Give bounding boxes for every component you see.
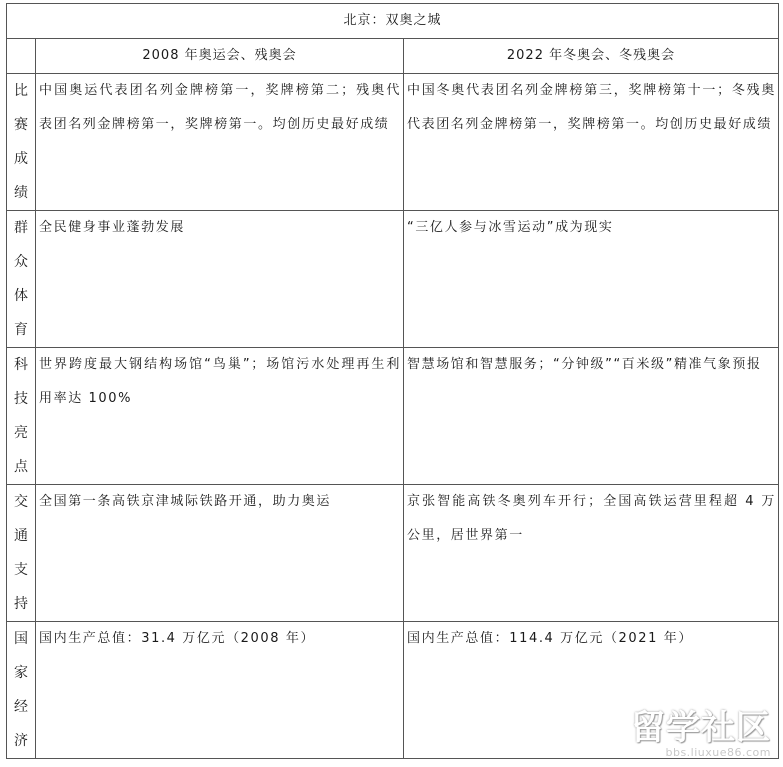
row-label-economy bbox=[7, 622, 36, 759]
row-label-char: 众 bbox=[14, 254, 28, 270]
cell-2008-transport: 全国第一条高铁京津城际铁路开通，助力奥运 bbox=[39, 494, 332, 509]
table-title: 北京：双奥之城 bbox=[7, 4, 779, 39]
watermark-url: bbs.liuxue86.com bbox=[665, 746, 771, 759]
table-row bbox=[7, 485, 779, 622]
row-label-char: 赛 bbox=[14, 117, 28, 133]
row-label-char: 通 bbox=[14, 528, 28, 544]
table-row bbox=[7, 622, 779, 759]
row-label-char: 科 bbox=[14, 357, 28, 373]
row-label-char: 群 bbox=[14, 220, 28, 236]
cell-2008-economy: 国内生产总值：31.4 万亿元（2008 年） bbox=[39, 631, 316, 646]
cell-2022-tech: 智慧场馆和智慧服务；“分钟级”“百米级”精准气象预报 bbox=[407, 357, 762, 372]
row-label-transport bbox=[7, 485, 36, 622]
row-label-competition bbox=[7, 74, 36, 211]
table-row bbox=[7, 211, 779, 348]
row-label-char: 支 bbox=[14, 562, 28, 578]
watermark-logo-text: 留学社区 bbox=[631, 708, 771, 748]
cell-2022-competition: 中国冬奥代表团名列金牌榜第三，奖牌榜第十一；冬残奥代表团名列金牌榜第一，奖牌榜第一。均创历史最好成绩 bbox=[407, 83, 777, 132]
row-label-char: 交 bbox=[14, 494, 28, 510]
cell-2008-competition: 中国奥运代表团名列金牌榜第一，奖牌榜第二；残奥代表团名列金牌榜第一，奖牌榜第一。均创历史最好成绩 bbox=[39, 83, 401, 132]
row-label-char: 绩 bbox=[14, 185, 28, 201]
row-label-char: 成 bbox=[14, 151, 28, 167]
row-label-char: 持 bbox=[14, 596, 28, 612]
cell-2008-mass-sports: 全民健身事业蓬勃发展 bbox=[39, 220, 186, 235]
row-label-char: 家 bbox=[14, 665, 28, 681]
cell-2022-mass-sports: “三亿人参与冰雪运动”成为现实 bbox=[407, 220, 614, 235]
header-2008: 2008 年奥运会、残奥会 bbox=[36, 39, 404, 74]
row-label-char: 国 bbox=[14, 631, 28, 647]
row-label-char: 育 bbox=[14, 322, 28, 338]
cell-2008-tech: 世界跨度最大钢结构场馆“鸟巢”；场馆污水处理再生利用率达 100% bbox=[39, 357, 401, 406]
table-row bbox=[7, 74, 779, 211]
row-label-char: 体 bbox=[14, 288, 28, 304]
row-label-char: 技 bbox=[14, 391, 28, 407]
row-label-char: 亮 bbox=[14, 425, 28, 441]
corner-cell bbox=[7, 39, 36, 74]
table-row bbox=[7, 348, 779, 485]
cell-2022-economy: 国内生产总值：114.4 万亿元（2021 年） bbox=[407, 631, 693, 646]
header-2022: 2022 年冬奥会、冬残奥会 bbox=[404, 39, 779, 74]
row-label-char: 济 bbox=[14, 733, 28, 749]
row-label-char: 点 bbox=[14, 459, 28, 475]
row-label-tech bbox=[7, 348, 36, 485]
cell-2022-transport: 京张智能高铁冬奥列车开行；全国高铁运营里程超 4 万公里，居世界第一 bbox=[407, 494, 777, 543]
row-label-mass-sports bbox=[7, 211, 36, 348]
row-label-char: 比 bbox=[14, 83, 28, 99]
comparison-table bbox=[6, 3, 779, 759]
row-label-char: 经 bbox=[14, 699, 28, 715]
